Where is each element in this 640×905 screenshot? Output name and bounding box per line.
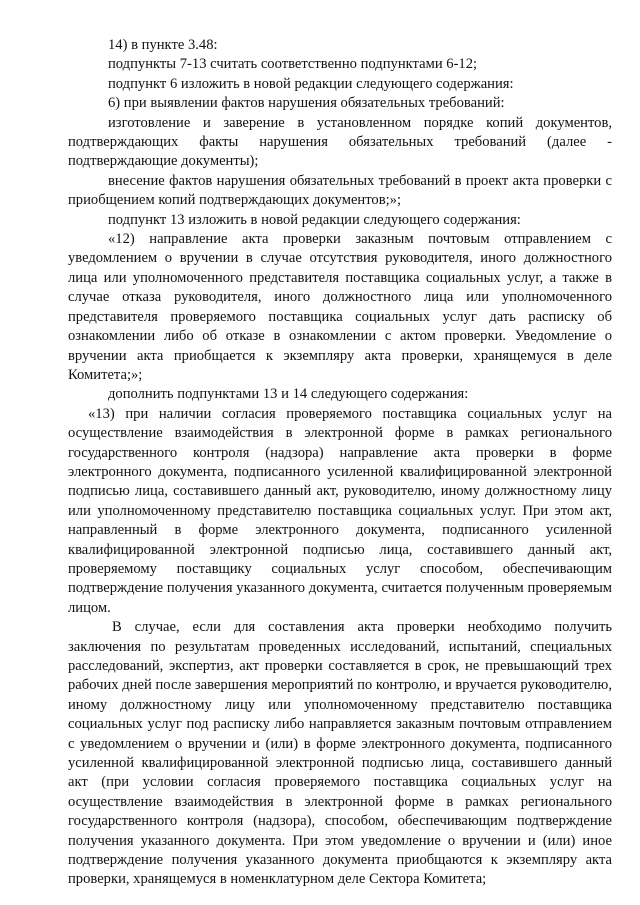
paragraph-copies: изготовление и заверение в установленном порядке копий документов, подтверждающих факты нарушения обязательных требований (далее - подтверждающие документы); (68, 114, 612, 170)
paragraph-subitem-6-intro: подпункт 6 изложить в новой редакции следующего содержания: (108, 75, 514, 92)
paragraph-act-draft: внесение фактов нарушения обязательных требований в проект акта проверки с приобщением копий подтверждающих документов;»; (68, 172, 612, 209)
paragraph-subitem-13: «13) при наличии согласия проверяемого поставщика социальных услуг на осуществление взаимодействия в электронной форме в рамках регионального государственного контроля (надзора) направление акта проверки в форме электронного документа, подписанного усиленной квалифицированной электронной подписью лица, составившего данный акт, руководителю, иному должностному лицу или уполномоченному представителю поставщика социальных услуг. При этом акт, направленный в форме электронного документа, подписанного усиленной квалифицированной электронной подписью лица, составившего данный акт, проверяемому поставщику социальных услуг способом, обеспечивающим подтверждение получения указанного документа, считается полученным проверяемым лицом. (68, 405, 612, 616)
paragraph-renumber: подпункты 7-13 считать соответственно подпунктами 6-12; (108, 56, 478, 73)
paragraph-subitem-12: «12) направление акта проверки заказным почтовым отправлением с уведомлением о вручении в случае отсутствия руководителя, иного должностного лица или уполномоченного представителя поставщика социальных услуг, а также в случае отказа руководителя, иного должностного лица или уполномоченного представителя проверяемого поставщика социальных услуг дать расписку об ознакомлении либо об отказе в ознакомлении с актом проверки. Уведомление о вручении акта приобщается к экземпляру акта проверки, хранящемуся в деле Комитета;»; (68, 231, 612, 383)
paragraph-item-14: 14) в пункте 3.48: (108, 37, 218, 53)
paragraph-case: В случае, если для составления акта проверки необходимо получить заключения по результатам проведенных исследований, испытаний, специальных расследований, экспертиз, акт проверки составляется в срок, не превышающий трех рабочих дней после завершения мероприятий по контролю, и вручается руководителю, иному должностному лицу или уполномоченному представителю поставщика социальных услуг под расписку либо направляется заказным почтовым отправлением с уведомлением о вручении и (или) в форме электронного документа, подписанного усиленной квалифицированной электронной подписью лица, составившего данный акт (при условии согласия проверяемого поставщика социальных услуг на осуществление взаимодействия в электронной форме в рамках регионального государственного контроля (надзора), способом, обеспечивающим подтверждение получения указанного документа. При этом уведомление о вручении и (или) иное подтверждение получения указанного документа приобщаются к экземпляру акта проверки, хранящемуся в номенклатурном деле Сектора Комитета; (68, 619, 612, 888)
paragraph-add-subitems: дополнить подпунктами 13 и 14 следующего содержания: (108, 386, 469, 403)
paragraph-subitem-6: 6) при выявлении фактов нарушения обязательных требований: (108, 95, 505, 112)
paragraph-subitem-13-intro: подпункт 13 изложить в новой редакции следующего содержания: (108, 211, 521, 228)
